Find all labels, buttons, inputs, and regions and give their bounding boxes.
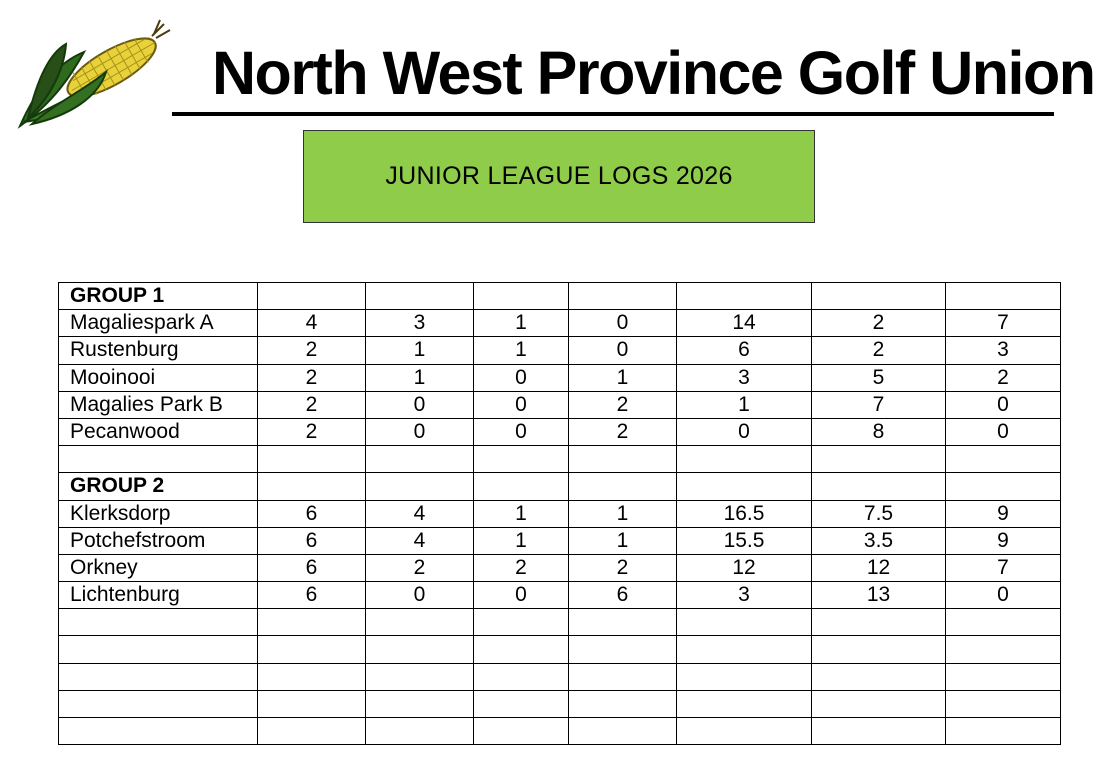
league-banner: [303, 130, 815, 223]
empty-cell: [258, 473, 366, 500]
empty-cell: [812, 609, 946, 636]
league-log-table: [58, 282, 1061, 745]
stat-cell: 1: [474, 527, 569, 554]
stat-cell: 2: [258, 337, 366, 364]
empty-cell: [474, 283, 569, 310]
empty-cell: [569, 609, 677, 636]
empty-cell: [569, 636, 677, 663]
stat-cell: 3: [946, 337, 1061, 364]
empty-cell: [569, 718, 677, 745]
empty-cell: [59, 446, 258, 473]
stat-cell: 15.5: [677, 527, 812, 554]
table-row: [59, 310, 1061, 337]
empty-cell: [59, 609, 258, 636]
empty-cell: [946, 283, 1061, 310]
stat-cell: 2: [569, 554, 677, 581]
empty-cell: [474, 690, 569, 717]
stat-cell: 0: [474, 582, 569, 609]
stat-cell: 1: [474, 500, 569, 527]
group-label: GROUP 2: [59, 473, 258, 500]
group-header-row: [59, 473, 1061, 500]
empty-cell: [366, 718, 474, 745]
empty-cell: [258, 718, 366, 745]
team-name: Pecanwood: [59, 418, 258, 445]
stat-cell: 3: [366, 310, 474, 337]
empty-cell: [946, 446, 1061, 473]
empty-cell: [59, 718, 258, 745]
team-name: Potchefstroom: [59, 527, 258, 554]
stat-cell: 2: [812, 310, 946, 337]
empty-cell: [569, 446, 677, 473]
stat-cell: 7: [946, 310, 1061, 337]
stat-cell: 0: [569, 310, 677, 337]
stat-cell: 1: [569, 364, 677, 391]
stat-cell: 2: [258, 391, 366, 418]
empty-cell: [258, 609, 366, 636]
empty-cell: [812, 283, 946, 310]
group-header-row: [59, 283, 1061, 310]
empty-cell: [812, 446, 946, 473]
stat-cell: 3.5: [812, 527, 946, 554]
stat-cell: 13: [812, 582, 946, 609]
empty-cell: [812, 636, 946, 663]
empty-cell: [258, 663, 366, 690]
empty-cell: [812, 718, 946, 745]
stat-cell: 9: [946, 500, 1061, 527]
stat-cell: 6: [569, 582, 677, 609]
stat-cell: 2: [812, 337, 946, 364]
empty-cell: [946, 718, 1061, 745]
empty-cell: [258, 690, 366, 717]
team-name: Rustenburg: [59, 337, 258, 364]
empty-cell: [474, 609, 569, 636]
empty-cell: [677, 446, 812, 473]
empty-cell: [946, 609, 1061, 636]
empty-cell: [366, 663, 474, 690]
empty-cell: [946, 690, 1061, 717]
stat-cell: 4: [258, 310, 366, 337]
title-underline: [172, 112, 1054, 116]
table-row: [59, 500, 1061, 527]
team-name: Magalies Park B: [59, 391, 258, 418]
empty-row: [59, 446, 1061, 473]
stat-cell: 0: [946, 391, 1061, 418]
stat-cell: 16.5: [677, 500, 812, 527]
empty-cell: [677, 636, 812, 663]
table-row: [59, 527, 1061, 554]
empty-cell: [812, 473, 946, 500]
team-name: Lichtenburg: [59, 582, 258, 609]
empty-row: [59, 609, 1061, 636]
empty-cell: [677, 609, 812, 636]
maize-cob-icon: [14, 14, 174, 130]
empty-cell: [812, 663, 946, 690]
empty-cell: [258, 283, 366, 310]
table-row: [59, 391, 1061, 418]
stat-cell: 5: [812, 364, 946, 391]
stat-cell: 6: [258, 527, 366, 554]
empty-cell: [474, 636, 569, 663]
stat-cell: 6: [258, 582, 366, 609]
stat-cell: 4: [366, 527, 474, 554]
empty-cell: [474, 473, 569, 500]
stat-cell: 7: [812, 391, 946, 418]
stat-cell: 9: [946, 527, 1061, 554]
empty-row: [59, 718, 1061, 745]
empty-cell: [677, 473, 812, 500]
empty-cell: [366, 690, 474, 717]
table-row: [59, 337, 1061, 364]
team-name: Mooinooi: [59, 364, 258, 391]
stat-cell: 0: [946, 418, 1061, 445]
stat-cell: 0: [474, 418, 569, 445]
empty-cell: [812, 690, 946, 717]
empty-cell: [366, 609, 474, 636]
empty-cell: [474, 663, 569, 690]
team-name: Klerksdorp: [59, 500, 258, 527]
banner-label: JUNIOR LEAGUE LOGS 2026: [385, 162, 733, 190]
team-name: Orkney: [59, 554, 258, 581]
empty-cell: [366, 473, 474, 500]
empty-cell: [946, 636, 1061, 663]
stat-cell: 0: [569, 337, 677, 364]
group-label: GROUP 1: [59, 283, 258, 310]
stat-cell: 1: [569, 527, 677, 554]
empty-cell: [366, 636, 474, 663]
table-row: [59, 582, 1061, 609]
table-row: [59, 364, 1061, 391]
stat-cell: 7: [946, 554, 1061, 581]
stat-cell: 12: [812, 554, 946, 581]
stat-cell: 0: [474, 364, 569, 391]
stat-cell: 0: [474, 391, 569, 418]
table-row: [59, 418, 1061, 445]
table-row: [59, 554, 1061, 581]
stat-cell: 2: [569, 418, 677, 445]
empty-cell: [569, 690, 677, 717]
stat-cell: 0: [366, 391, 474, 418]
empty-cell: [366, 283, 474, 310]
empty-cell: [59, 636, 258, 663]
empty-cell: [474, 718, 569, 745]
empty-row: [59, 690, 1061, 717]
stat-cell: 6: [677, 337, 812, 364]
empty-cell: [946, 663, 1061, 690]
empty-cell: [677, 283, 812, 310]
stat-cell: 1: [366, 337, 474, 364]
empty-cell: [59, 690, 258, 717]
empty-cell: [677, 718, 812, 745]
stat-cell: 0: [366, 582, 474, 609]
empty-cell: [677, 663, 812, 690]
team-name: Magaliespark A: [59, 310, 258, 337]
stat-cell: 0: [946, 582, 1061, 609]
stat-cell: 2: [366, 554, 474, 581]
empty-cell: [569, 473, 677, 500]
stat-cell: 1: [366, 364, 474, 391]
stat-cell: 2: [569, 391, 677, 418]
empty-cell: [366, 446, 474, 473]
stat-cell: 12: [677, 554, 812, 581]
empty-cell: [677, 690, 812, 717]
empty-row: [59, 663, 1061, 690]
empty-row: [59, 636, 1061, 663]
stat-cell: 6: [258, 500, 366, 527]
stat-cell: 3: [677, 582, 812, 609]
stat-cell: 1: [474, 337, 569, 364]
stat-cell: 4: [366, 500, 474, 527]
empty-cell: [258, 446, 366, 473]
empty-cell: [258, 636, 366, 663]
stat-cell: 1: [474, 310, 569, 337]
page-title: North West Province Golf Union: [212, 39, 1095, 107]
stat-cell: 0: [366, 418, 474, 445]
stat-cell: 7.5: [812, 500, 946, 527]
empty-cell: [569, 663, 677, 690]
empty-cell: [946, 473, 1061, 500]
stat-cell: 14: [677, 310, 812, 337]
stat-cell: 3: [677, 364, 812, 391]
stat-cell: 1: [569, 500, 677, 527]
stat-cell: 2: [946, 364, 1061, 391]
stat-cell: 0: [677, 418, 812, 445]
stat-cell: 2: [258, 364, 366, 391]
stat-cell: 1: [677, 391, 812, 418]
stat-cell: 2: [258, 418, 366, 445]
empty-cell: [59, 663, 258, 690]
stat-cell: 6: [258, 554, 366, 581]
stat-cell: 2: [474, 554, 569, 581]
empty-cell: [474, 446, 569, 473]
empty-cell: [569, 283, 677, 310]
stat-cell: 8: [812, 418, 946, 445]
